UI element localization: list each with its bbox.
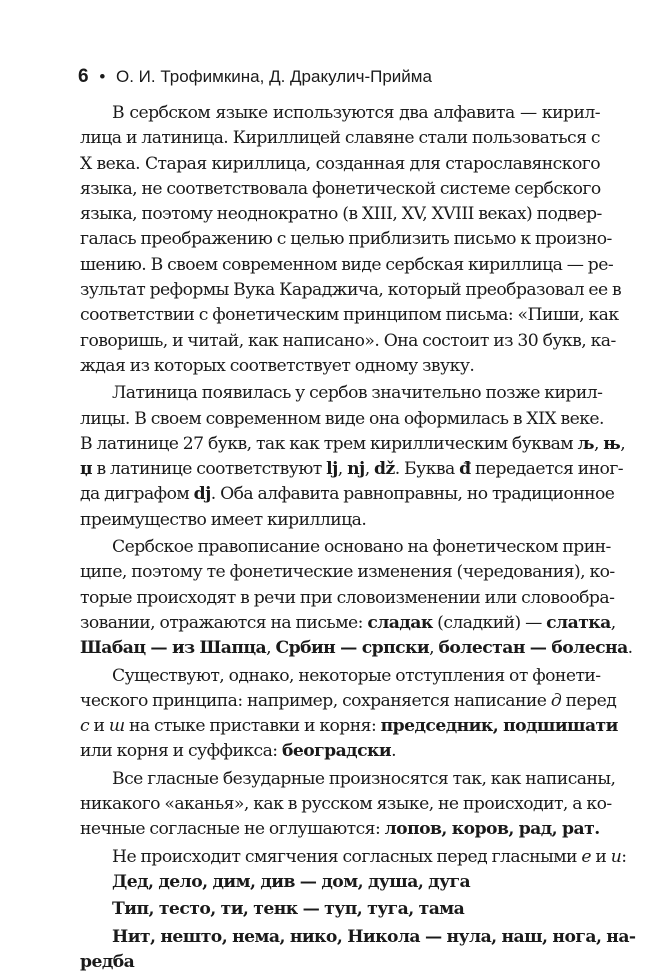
text-line: Не происходит смягчения согласных перед гласными е и и: bbox=[112, 846, 627, 867]
text-line: џ в латинице соответствуют lj, nj, dž. Буква đ передается иног- bbox=[80, 459, 624, 480]
digraph-dj: dj bbox=[193, 484, 211, 505]
text-line: В сербском языке используются два алфавита — кирил- bbox=[112, 103, 600, 123]
letter-dj-lat: đ bbox=[459, 459, 471, 480]
example-pair: Шабац — из Шапца bbox=[80, 638, 267, 659]
page-number: 6 bbox=[78, 66, 89, 87]
text-line: Все гласные безударные произносятся так, как написаны, bbox=[112, 768, 616, 789]
examples-block bbox=[80, 870, 636, 975]
example-word: слатка bbox=[546, 612, 611, 633]
text-line: с и ш на стыке приставки и корня: председник, подшишати bbox=[80, 716, 618, 737]
letter-dzh-cyr: џ bbox=[80, 459, 93, 480]
text-line: торые происходят в речи при словоизменении или словообра- bbox=[80, 587, 615, 608]
example-line: Дед, дело, дим, див — дом, душа, дуга bbox=[112, 871, 471, 892]
text-line: преимущество имеет кириллица. bbox=[80, 509, 367, 530]
example-line: Тип, тесто, ти, тенк — туп, туга, тама bbox=[112, 899, 465, 920]
paragraph-exceptions bbox=[80, 664, 618, 765]
example-words: председник, подшишати bbox=[380, 716, 618, 737]
text-line: лицы. В своем современном виде она оформилась в XIX веке. bbox=[80, 408, 604, 429]
text-line: соответствии с фонетическим принципом письма: «Пиши, как bbox=[80, 305, 619, 326]
text-line: В латинице 27 букв, так как трем кириллическим буквам љ, њ, bbox=[80, 433, 626, 454]
text-line: ждая из которых соответствует одному звуку. bbox=[80, 355, 475, 376]
text-line: зультат реформы Вука Караджича, который преобразовал ее в bbox=[80, 280, 622, 301]
paragraph-orthography bbox=[80, 535, 633, 661]
text-line: языка, не соответствовала фонетической системе сербского bbox=[80, 178, 601, 199]
header-authors: О. И. Трофимкина, Д. Дракулич-Прийма bbox=[116, 67, 432, 86]
text-line: да диграфом dj. Оба алфавита равноправны, но традиционное bbox=[80, 484, 615, 505]
text-line: или корня и суффикса: београдски. bbox=[80, 741, 396, 762]
italic-letter: д bbox=[550, 690, 562, 711]
example-words: лопов, коров, рад, рат. bbox=[384, 819, 600, 840]
text-line: шению. В своем современном виде сербская кириллица — ре- bbox=[80, 254, 614, 275]
italic-letter: ш bbox=[108, 716, 125, 737]
paragraph-vowels bbox=[80, 767, 616, 843]
header-bullet: • bbox=[99, 67, 106, 86]
body-text bbox=[80, 101, 636, 975]
example-word: београдски bbox=[281, 741, 392, 762]
italic-letter: с bbox=[80, 716, 90, 737]
example-line: Нит, нешто, нема, нико, Никола — нула, наш, нога, на- bbox=[112, 926, 636, 947]
text-line: ципе, поэтому те фонетические изменения (чередования), ко- bbox=[80, 562, 615, 583]
example-line: редба bbox=[80, 951, 135, 972]
text-line: лица и латиница. Кириллицей славяне стали пользоваться с bbox=[80, 128, 600, 149]
text-line: Латиница появилась у сербов значительно позже кирил- bbox=[112, 383, 603, 404]
letter-dzh-lat: dž bbox=[374, 459, 395, 480]
example-pair: Србин — српски bbox=[275, 638, 430, 659]
letter-nj-lat: nj bbox=[347, 459, 365, 480]
text-line: галась преображению с целью приблизить письмо к произно- bbox=[80, 229, 612, 250]
paragraph-alphabets bbox=[80, 101, 622, 379]
text-line: Шабац — из Шапца, Србин — српски, болестан — болесна. bbox=[80, 638, 633, 659]
example-pair: болестан — болесна bbox=[438, 638, 628, 659]
text-line: зовании, отражаются на письме: сладак (сладкий) — слатка, bbox=[80, 612, 616, 633]
paragraph-latin bbox=[80, 381, 626, 533]
text-line: нечные согласные не оглушаются: лопов, коров, рад, рат. bbox=[80, 819, 600, 840]
text-line: X века. Старая кириллица, созданная для старославянского bbox=[80, 153, 600, 174]
text-line: говоришь, и читай, как написано». Она состоит из 30 букв, ка- bbox=[80, 330, 616, 351]
letter-lj-lat: lj bbox=[326, 459, 338, 480]
text-line: Сербское правописание основано на фонетическом прин- bbox=[112, 537, 611, 558]
letter-lj-cyr: љ bbox=[577, 433, 594, 454]
text-line: языка, поэтому неоднократно (в XIII, XV, XVIII веках) подвер- bbox=[80, 204, 602, 225]
running-header bbox=[78, 66, 432, 88]
text-line: Существуют, однако, некоторые отступления от фонети- bbox=[112, 665, 601, 686]
letter-nj-cyr: њ bbox=[603, 433, 621, 454]
text-line: никакого «аканья», как в русском языке, не происходит, а ко- bbox=[80, 794, 612, 815]
italic-letter: и bbox=[610, 846, 622, 867]
text-line: ческого принципа: например, сохраняется написание д перед bbox=[80, 690, 617, 711]
italic-letter: е bbox=[581, 846, 591, 867]
example-word: сладак bbox=[367, 612, 433, 633]
paragraph-softening bbox=[80, 845, 627, 870]
